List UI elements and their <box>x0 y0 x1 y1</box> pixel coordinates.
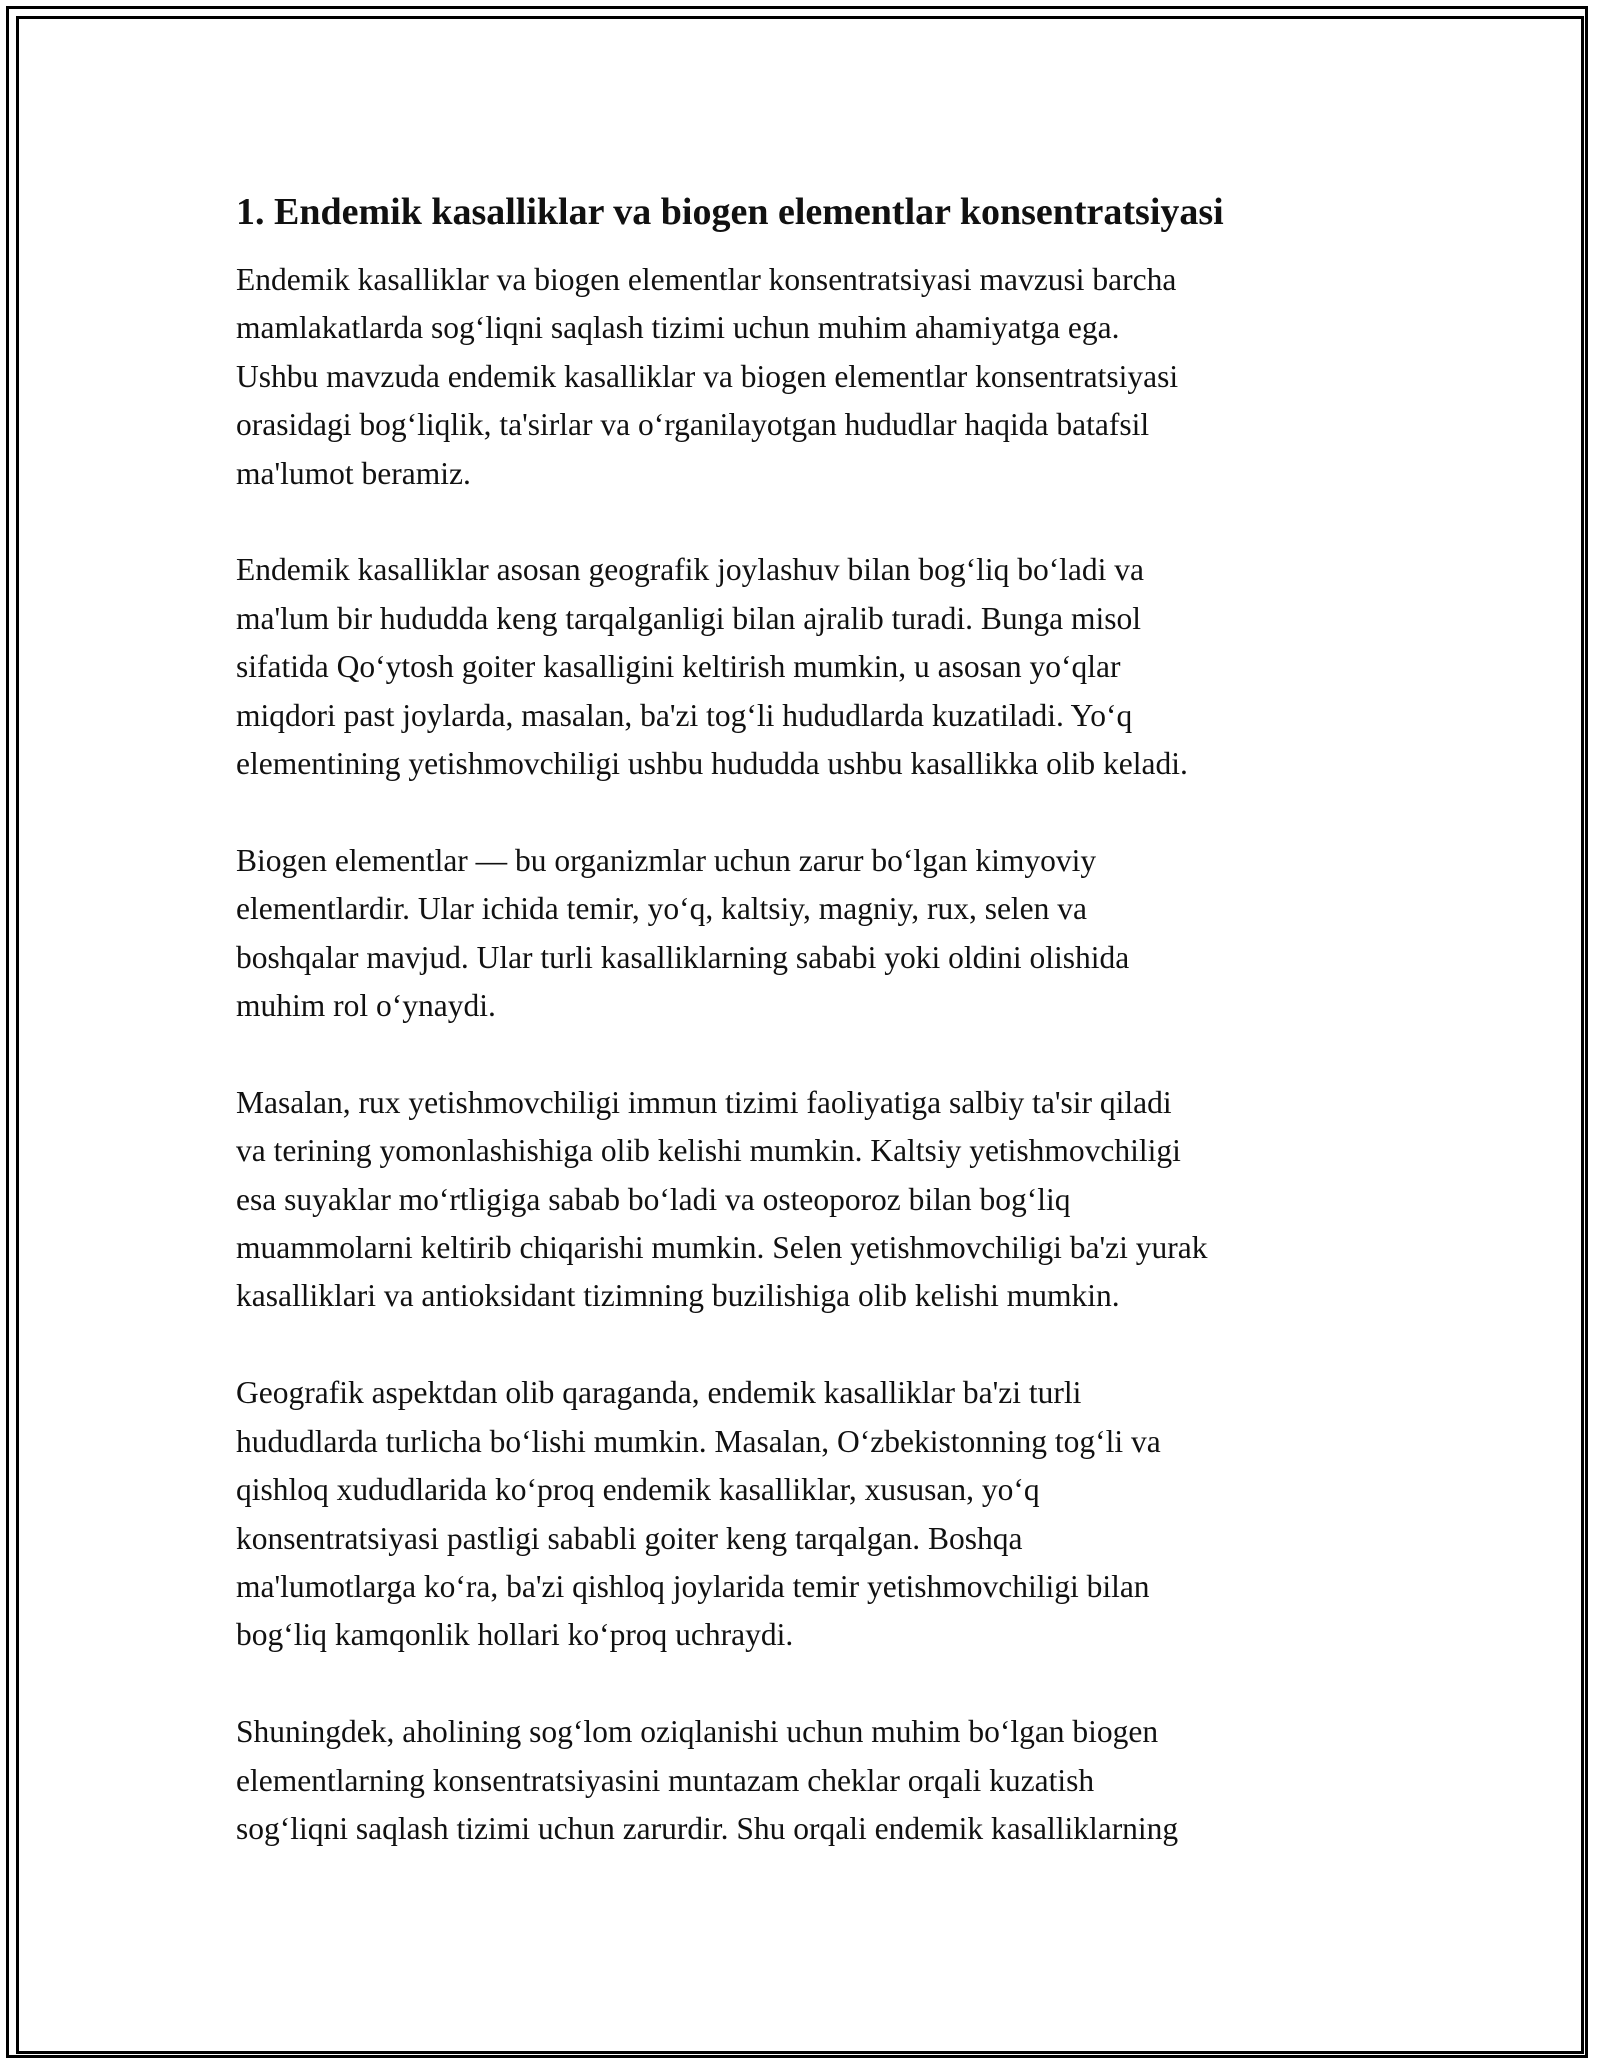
text-line: boshqalar mavjud. Ular turli kasalliklarning sababi yoki oldini olishida <box>236 939 1130 975</box>
text-line: bog‘liq kamqonlik hollari ko‘proq uchraydi. <box>236 1617 794 1653</box>
text-line: mamlakatlarda sog‘liqni saqlash tizimi uchun muhim ahamiyatga ega. <box>236 310 1120 346</box>
paragraph <box>236 1369 1386 1659</box>
text-line: ma'lumotlarga ko‘ra, ba'zi qishloq joylarida temir yetishmovchiligi bilan <box>236 1568 1150 1604</box>
text-line: muhim rol o‘ynaydi. <box>236 988 496 1024</box>
text-line: va terining yomonlashishiga olib kelishi mumkin. Kaltsiy yetishmovchiligi <box>236 1133 1181 1169</box>
paragraph <box>236 1079 1386 1321</box>
text-line: elementlarning konsentratsiyasini muntazam cheklar orqali kuzatish <box>236 1762 1095 1798</box>
text-line: elementining yetishmovchiligi ushbu hududda ushbu kasallikka olib keladi. <box>236 746 1188 782</box>
text-line: sifatida Qo‘ytosh goiter kasalligini keltirish mumkin, u asosan yo‘qlar <box>236 649 1121 685</box>
text-line: Masalan, rux yetishmovchiligi immun tizimi faoliyatiga salbiy ta'sir qiladi <box>236 1084 1172 1120</box>
text-line: Geografik aspektdan olib qaraganda, endemik kasalliklar ba'zi turli <box>236 1375 1082 1411</box>
text-line: kasalliklari va antioksidant tizimning buzilishiga olib kelishi mumkin. <box>236 1278 1120 1314</box>
text-line: ma'lumot beramiz. <box>236 455 471 491</box>
text-line: Shuningdek, aholining sog‘lom oziqlanishi uchun muhim bo‘lgan biogen <box>236 1714 1159 1750</box>
document-body <box>236 188 1386 1902</box>
paragraph <box>236 837 1386 1031</box>
section-heading: 1. Endemik kasalliklar va biogen elementlar konsentratsiyasi <box>236 191 1224 233</box>
text-line: muammolarni keltirib chiqarishi mumkin. Selen yetishmovchiligi ba'zi yurak <box>236 1230 1208 1266</box>
text-line: elementlardir. Ular ichida temir, yo‘q, kaltsiy, magniy, rux, selen va <box>236 891 1088 927</box>
text-line: esa suyaklar mo‘rtligiga sabab bo‘ladi va osteoporoz bilan bog‘liq <box>236 1181 1071 1217</box>
text-line: Ushbu mavzuda endemik kasalliklar va biogen elementlar konsentratsiyasi <box>236 358 1179 394</box>
text-line: ma'lum bir hududda keng tarqalganligi bilan ajralib turadi. Bunga misol <box>236 600 1141 636</box>
paragraph <box>236 1708 1386 1853</box>
text-line: Endemik kasalliklar asosan geografik joylashuv bilan bog‘liq bo‘ladi va <box>236 552 1145 588</box>
text-line: Endemik kasalliklar va biogen elementlar konsentratsiyasi mavzusi barcha <box>236 262 1177 297</box>
text-line: konsentratsiyasi pastligi sababli goiter keng tarqalgan. Boshqa <box>236 1520 1023 1556</box>
paragraph <box>236 256 1386 498</box>
text-line: Biogen elementlar — bu organizmlar uchun zarur bo‘lgan kimyoviy <box>236 842 1097 878</box>
text-line: sog‘liqni saqlash tizimi uchun zarurdir. Shu orqali endemik kasalliklarning <box>236 1810 1179 1846</box>
text-line: miqdori past joylarda, masalan, ba'zi tog‘li hududlarda kuzatiladi. Yo‘q <box>236 697 1133 733</box>
text-line: orasidagi bog‘liqlik, ta'sirlar va o‘rganilayotgan hududlar haqida batafsil <box>236 407 1150 443</box>
text-line: qishloq xududlarida ko‘proq endemik kasalliklar, xususan, yo‘q <box>236 1472 1040 1508</box>
text-line: hududlarda turlicha bo‘lishi mumkin. Masalan, O‘zbekistonning tog‘li va <box>236 1423 1161 1459</box>
paragraph <box>236 546 1386 788</box>
